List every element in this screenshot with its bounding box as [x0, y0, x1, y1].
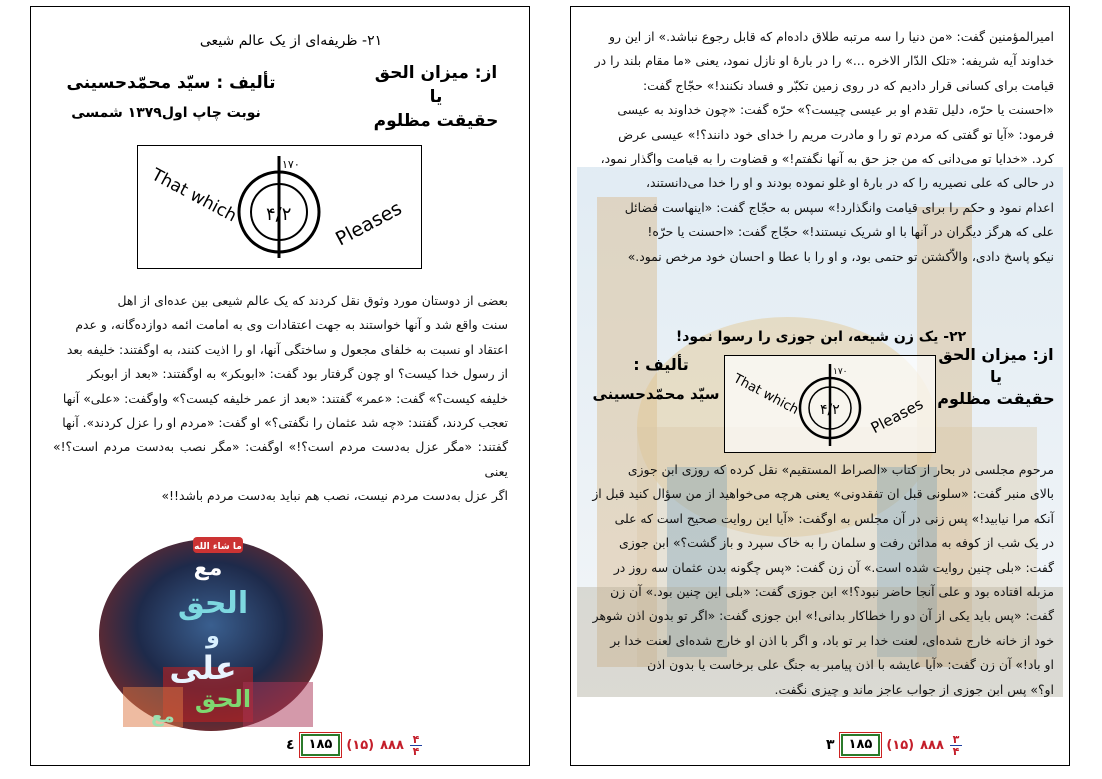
- right-body-line: فرمود: «آیا تو گفتی که مردم تو را و مادرت مریم را خدای خود دانند؟!» عیسی عرض: [618, 126, 1054, 142]
- right-footer-mid: ۸۸۸: [920, 737, 944, 753]
- left-body-line: خلیفه کیست؟» گفت: «عمر» گفتند: «بعد از عمر خلیفه کیست؟» واوگفت: «علی» آنها: [62, 390, 508, 406]
- right-body-line: بالای منبر گفت: «سلونی قبل ان تفقدونی» یعنی هرچه می‌خواهید از من سؤال کنید قبل از: [592, 486, 1054, 502]
- left-body-line: بعضی از دوستان مورد وثوق نقل کردند که یک عالم شیعی بین عده‌ای از اهل: [117, 293, 508, 308]
- right-body-line: «احسنت یا حرّه، دلیل تقدم او بر عیسی چیست؟» حرّه گفت: «چون خداوند به عیسی: [617, 102, 1054, 118]
- logo-text-right: Pleases: [867, 394, 927, 438]
- left-footer-paren: (۱۵): [346, 737, 375, 753]
- right-body-line: مرحوم مجلسی در بحار از کتاب «الصراط المستقیم» نقل کرده که روزی ابن جوزی: [627, 462, 1054, 477]
- right-body-line: گفت: «بلی چنین روایت شده است.» آن زن گفت: «پس چگونه بدن عثمان سه روز در: [613, 559, 1054, 575]
- left-footer-box: ۱۸۵: [301, 734, 341, 756]
- calligraphy-image: [93, 517, 327, 735]
- left-logo: [137, 145, 422, 269]
- left-source-or: یا: [429, 87, 443, 107]
- fraction-top: ۴: [412, 732, 420, 746]
- right-body-line: در یک شب از کوفه به مدائن رفت و سلمان را به خاک سپرد و باز گشت؟» ابن جوزی: [619, 535, 1054, 551]
- right-section-title: ۲۲- یک زن شیعه، ابن جوزی را رسوا نمود!: [675, 329, 967, 345]
- right-page-number: ۳: [826, 737, 835, 753]
- right-body-line: اعدام نمود و حکم را برای قیامت وانگذارد!» سپس به حجّاج گفت: «اینهاست فضائل: [624, 199, 1054, 215]
- logo-text-left: That which: [730, 371, 801, 418]
- right-author-label: تألیف :: [633, 355, 689, 374]
- left-edition: نوبت چاپ اول۱۳۷۹ شمسی: [71, 105, 261, 121]
- image-word: مع: [193, 556, 223, 581]
- left-footer: [286, 733, 422, 757]
- right-footer: [826, 733, 962, 757]
- left-body-line: اعتقاد او نسبت به خلفای مجعول و ساختگی آنها، او را اذیت کنند، به اوگفتند: خلیفه بعد: [66, 341, 508, 357]
- logo-top-numeral: ۱۷۰: [282, 158, 300, 171]
- left-author: تألیف : سیّد محمّدحسینی: [66, 73, 276, 93]
- right-body-line: او باد!» آن زن گفت: «آیا عایشه با اذن پیامبر به جنگ علی برخاست یا بدون اذن: [647, 657, 1054, 673]
- image-word: و: [206, 624, 220, 649]
- image-word: الحق: [177, 586, 249, 621]
- image-word: علی: [169, 649, 237, 687]
- left-source-title2: حقیقت مظلوم: [373, 111, 499, 131]
- logo-text-right: Pleases: [331, 197, 406, 251]
- right-body-line: امیرالمؤمنین گفت: «من دنیا را سه مرتبه طلاق داده‌ام که قابل رجوع نباشد.» از این رو: [608, 29, 1054, 44]
- right-body-line: در حالی که علی نصیریه را که در بارهٔ او غلو نموده بودند و او را خدا می‌دانستند،: [646, 175, 1054, 191]
- left-body-line: گفتند: «مگر عزل به‌دست مردم است؟!» اوگفت: «مگر نصب به‌دست مردم است؟!» یعنی: [53, 439, 508, 479]
- right-author-name: سیّد محمّدحسینی: [592, 385, 720, 403]
- logo-numerals: ۴/۲: [266, 204, 292, 225]
- fraction-bottom: ۴: [412, 744, 420, 758]
- right-page: [570, 6, 1070, 766]
- left-body-line: از رسول خدا کیست؟ او چون گرفتار بود گفت: «ابوبکر» به اوگفتند: «بعد از ابوبکر: [87, 366, 508, 382]
- right-footer-paren: (۱۵): [886, 737, 915, 753]
- right-body-line: خداوند آیه شریفه: «تلک الدّار الاخره ...» را در بارهٔ او نازل نمود، یعنی «ما مقام بلند را در: [594, 53, 1054, 69]
- right-body-line: گفت: «پس باید یکی از آن دو را خطاکار بدانی!» ابن جوزی گفت: «اگر تو بدون اذن شوهر: [592, 608, 1054, 624]
- right-body-line: علی که هرگز دیگران در آنها با او شریک نیستند!» حجّاج گفت: «احسنت یا حرّه!: [647, 224, 1054, 240]
- right-source-title2: حقیقت مظلوم: [937, 389, 1055, 408]
- left-source-from: از: میزان الحق: [374, 63, 498, 83]
- right-body-line: مزبله افتاده بود و علی آنجا حاضر نبود؟!» ابن جوزی گفت: «بلی این چنین بود.» آن زن: [610, 584, 1054, 600]
- left-body-line: سنت واقع شد و آنها خواستند به جهت اعتقادات وی به امامت ائمه دوازده‌گانه، و عدم: [75, 317, 508, 333]
- right-body-line: قیامت برای کسانی قرار دادیم که در روی زمین تکبّر و فساد نکنند!» حجّاج گفت:: [642, 77, 1054, 93]
- left-body-line: تعجب کردند، گفتند: «چه شد عثمان را نگفتی؟» او گفت: «مردم او را عزل کردند». آنها: [62, 415, 508, 431]
- right-footer-box: ۱۸۵: [841, 734, 881, 756]
- left-page-number: ٤: [286, 737, 295, 753]
- left-body: [53, 289, 508, 509]
- right-body-line: نیکو پاسخ دادی، والاّکشتن تو حتمی بود، و او را با عطا و احسان خود مرخص نمود.»: [627, 248, 1054, 264]
- right-footer-fraction: [950, 734, 962, 757]
- right-body-line: کرد. «خدایا تو می‌دانی که من جز حق به آنها نگفتم!» و قضاوت را به قیامت واگذار نمود،: [600, 151, 1054, 167]
- fraction-bottom: ۴: [952, 744, 960, 758]
- left-body-line: اگر عزل به‌دست مردم نیست، نصب هم نباید به‌دست مردم باشد!!»: [161, 488, 508, 504]
- fraction-top: ۳: [952, 732, 960, 746]
- logo-top-numeral: ۱۷۰: [833, 367, 848, 377]
- right-body-line: آنکه مرا نیابید!» پس زنی در آن مجلس به اوگفت: «آیا این روایت صحیح است که علی: [614, 510, 1054, 526]
- left-footer-mid: ۸۸۸: [380, 737, 404, 753]
- logo-text-left: That which: [148, 164, 240, 227]
- image-word: مع: [151, 706, 175, 727]
- right-body-line: خود از خانه خارج شده‌ای، لعنت خدا بر تو باد، و اگر با اذن او خارج شده‌ای لعنت خدا بر: [610, 632, 1054, 648]
- left-section-title: ۲۱- ظریفه‌ای از یک عالم شیعی: [199, 33, 383, 49]
- left-footer-fraction: [410, 734, 422, 757]
- right-source-or: یا: [989, 367, 1002, 386]
- left-page: [30, 6, 530, 766]
- right-logo: [724, 355, 936, 453]
- right-body-line: او؟» پس ابن جوزی از جواب عاجز ماند و چیزی نگفت.: [774, 681, 1054, 697]
- right-source-from: از: میزان الحق: [938, 345, 1054, 364]
- right-body-top: [589, 25, 1054, 269]
- image-caption-top: ما شاء الله: [194, 542, 242, 552]
- image-word: الحق: [194, 685, 252, 713]
- logo-numerals: ۴/۲: [820, 402, 840, 418]
- right-body-bottom: [589, 458, 1054, 702]
